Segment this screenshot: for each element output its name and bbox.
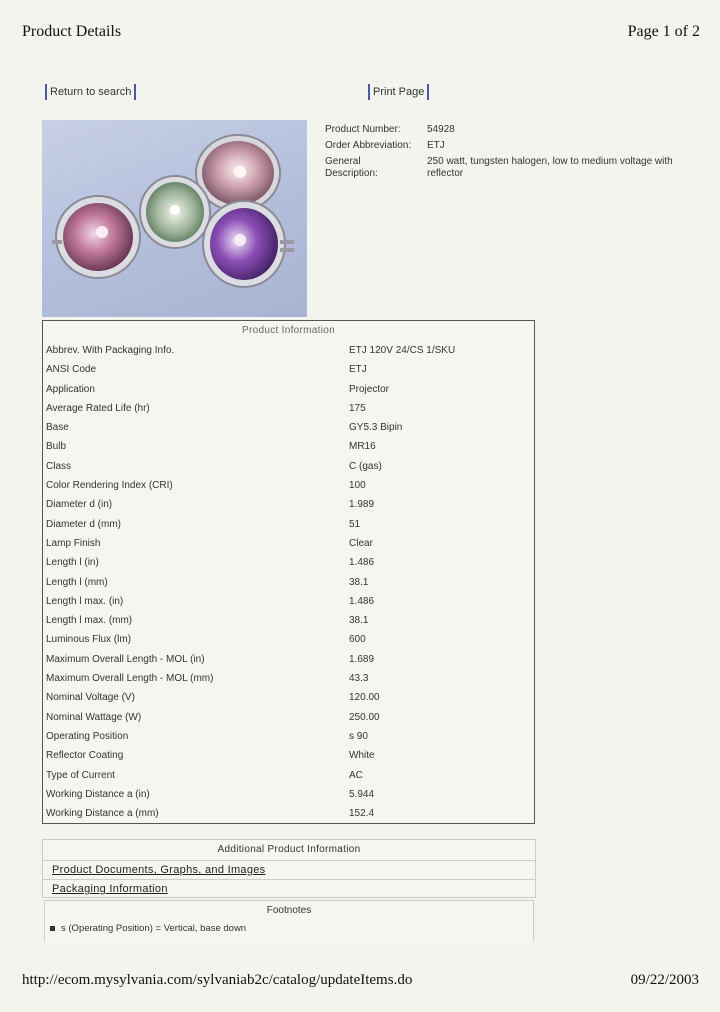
property-value: 600 xyxy=(349,634,366,646)
property-name: Luminous Flux (lm) xyxy=(46,634,132,646)
property-name: Length l max. (mm) xyxy=(46,615,133,627)
packaging-info-link-row xyxy=(43,879,535,898)
table-row xyxy=(43,476,534,495)
table-row xyxy=(43,380,534,399)
property-value: 1.486 xyxy=(349,557,375,569)
packaging-information-link[interactable]: Packaging Information xyxy=(52,883,168,895)
property-value: 250.00 xyxy=(349,711,380,723)
property-value: 51 xyxy=(349,518,361,530)
property-value: C (gas) xyxy=(349,460,382,472)
table-row xyxy=(43,650,534,669)
property-name: Bulb xyxy=(46,441,67,453)
property-name: Average Rated Life (hr) xyxy=(46,402,150,414)
table-row xyxy=(43,534,534,553)
property-name: Length l max. (in) xyxy=(46,595,124,607)
table-row xyxy=(43,515,534,534)
property-value: 5.944 xyxy=(349,788,375,800)
property-name: Reflector Coating xyxy=(46,750,124,762)
table-row xyxy=(43,688,534,707)
table-row xyxy=(43,592,534,611)
property-name: Abbrev. With Packaging Info. xyxy=(46,345,175,356)
property-value: Projector xyxy=(349,383,390,395)
property-name: Lamp Finish xyxy=(46,537,101,549)
property-name: Nominal Voltage (V) xyxy=(46,692,135,704)
property-name: Color Rendering Index (CRI) xyxy=(46,480,173,492)
product-information-table xyxy=(42,320,535,824)
property-name: Length l (in) xyxy=(46,557,99,569)
table-row xyxy=(43,669,534,688)
product-information-title: Product Information xyxy=(242,325,335,336)
property-name: Maximum Overall Length - MOL (in) xyxy=(46,653,205,665)
table-row xyxy=(43,495,534,514)
table-row xyxy=(43,727,534,746)
bullet-icon xyxy=(50,926,55,931)
footer-date: 09/22/2003 xyxy=(630,972,699,988)
additional-product-information xyxy=(42,839,536,898)
property-value: 1.989 xyxy=(349,499,375,511)
page-title: Product Details xyxy=(22,23,122,40)
property-name: Diameter d (in) xyxy=(46,499,113,511)
footnote-text: s (Operating Position) = Vertical, base down xyxy=(61,923,247,934)
general-description-value: 250 watt, tungsten halogen, low to medium voltage with reflector xyxy=(427,156,673,179)
page-number: Page 1 of 2 xyxy=(627,23,700,40)
order-abbrev-value: ETJ xyxy=(427,140,445,151)
property-value: 1.689 xyxy=(349,653,375,665)
property-value: ETJ 120V 24/CS 1/SKU xyxy=(349,345,456,356)
property-value: MR16 xyxy=(349,441,376,453)
property-value: 120.00 xyxy=(349,692,380,704)
table-row xyxy=(43,611,534,630)
property-name: Working Distance a (mm) xyxy=(46,808,159,820)
print-page-button[interactable]: Print Page xyxy=(368,84,429,100)
table-row xyxy=(43,457,534,476)
footnotes-title: Footnotes xyxy=(266,905,312,916)
footnote-item xyxy=(45,921,533,937)
table-row xyxy=(43,360,534,379)
property-name: Class xyxy=(46,460,72,472)
property-value: 175 xyxy=(349,402,366,414)
property-value: 43.3 xyxy=(349,673,369,685)
property-value: AC xyxy=(349,769,363,781)
property-name: Type of Current xyxy=(46,769,115,781)
property-value: GY5.3 Bipin xyxy=(349,422,403,434)
lamp-photo-icon xyxy=(42,120,307,317)
additional-info-title: Additional Product Information xyxy=(217,844,361,855)
footer-url: http://ecom.mysylvania.com/sylvaniab2c/catalog/updateItems.do xyxy=(22,972,413,988)
product-summary xyxy=(325,124,692,184)
footnotes-box xyxy=(44,900,534,941)
property-name: Length l (mm) xyxy=(46,576,108,588)
table-row xyxy=(43,785,534,804)
product-number-value: 54928 xyxy=(427,124,455,135)
property-value: 38.1 xyxy=(349,576,369,588)
table-row xyxy=(43,766,534,785)
property-value: 1.486 xyxy=(349,595,375,607)
property-name: ANSI Code xyxy=(46,364,97,376)
property-value: 152.4 xyxy=(349,808,375,820)
general-label-line1: General xyxy=(325,156,361,167)
table-row xyxy=(43,418,534,437)
return-to-search-button[interactable]: Return to search xyxy=(45,84,136,100)
table-row xyxy=(43,437,534,456)
table-row xyxy=(43,708,534,727)
property-name: Operating Position xyxy=(46,730,129,742)
table-row xyxy=(43,573,534,592)
property-value: White xyxy=(349,750,375,762)
property-name: Diameter d (mm) xyxy=(46,518,122,530)
table-row xyxy=(43,399,534,418)
table-row xyxy=(43,341,534,360)
property-name: Nominal Wattage (W) xyxy=(46,711,142,723)
table-row xyxy=(43,746,534,765)
table-row xyxy=(43,630,534,649)
order-abbrev-label: Order Abbreviation: xyxy=(325,140,412,151)
property-value: 100 xyxy=(349,480,366,492)
property-name: Application xyxy=(46,383,95,395)
product-number-label: Product Number: xyxy=(325,124,401,135)
property-value: Clear xyxy=(349,537,373,549)
property-value: s 90 xyxy=(349,730,368,742)
table-row xyxy=(43,804,534,823)
property-value: ETJ xyxy=(349,364,367,376)
product-documents-link[interactable]: Product Documents, Graphs, and Images xyxy=(52,864,266,876)
general-label-line2: Description: xyxy=(325,168,378,179)
property-name: Maximum Overall Length - MOL (mm) xyxy=(46,673,214,685)
table-row xyxy=(43,553,534,572)
product-photo xyxy=(42,120,307,317)
property-name: Base xyxy=(46,422,69,434)
product-documents-link-row xyxy=(43,860,535,879)
property-value: 38.1 xyxy=(349,615,369,627)
general-description-label xyxy=(325,156,427,180)
property-name: Working Distance a (in) xyxy=(46,788,150,800)
